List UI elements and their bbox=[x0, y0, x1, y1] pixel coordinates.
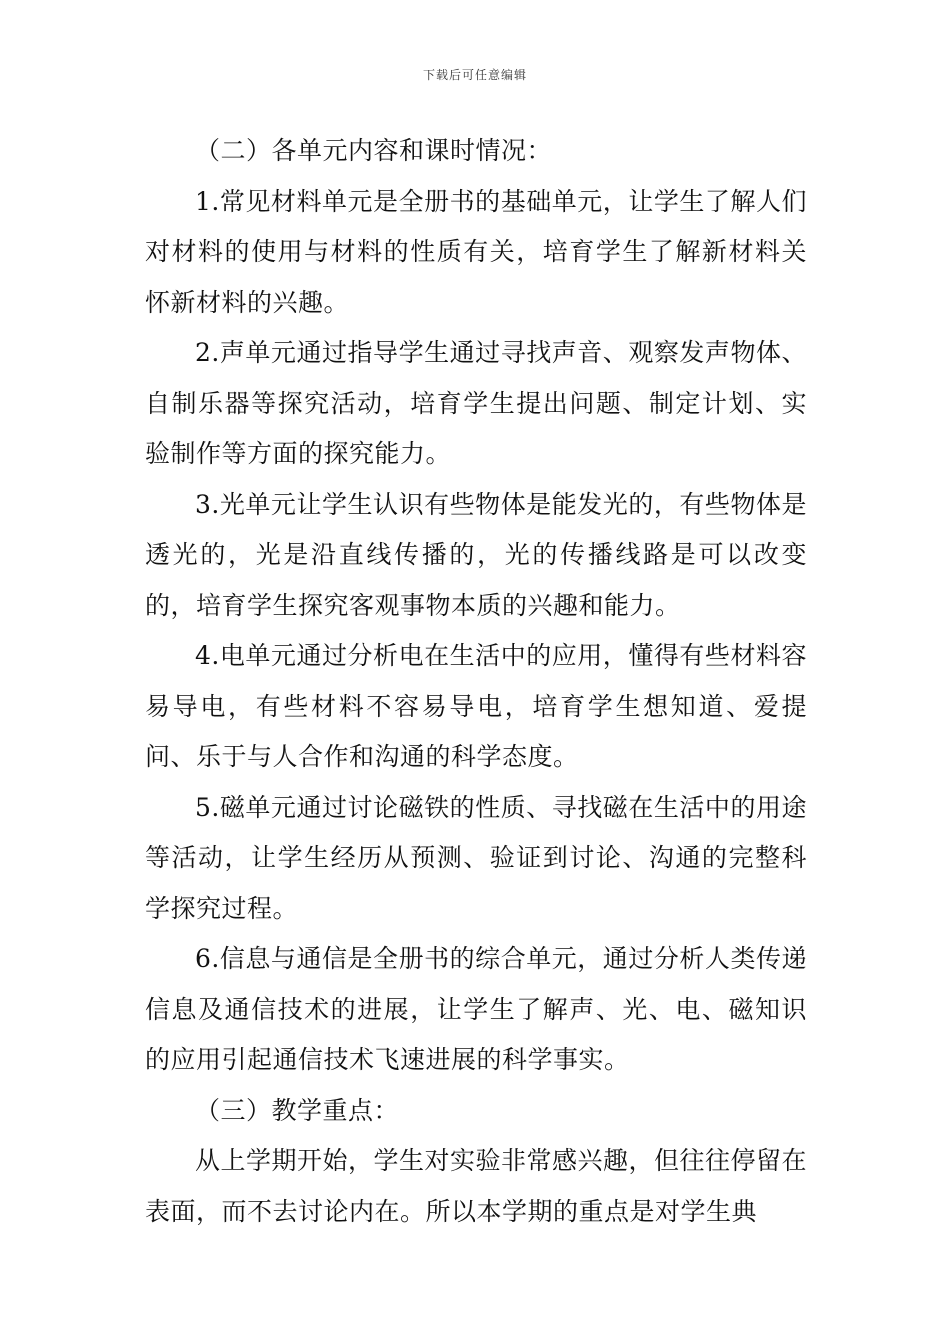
document-body bbox=[145, 126, 807, 1237]
paragraph-communication-unit: 6.信息与通信是全册书的综合单元，通过分析人类传递信息及通信技术的进展，让学生了解声、光、电、磁知识的应用引起通信技术飞速进展的科学事实。 bbox=[145, 944, 807, 1074]
paragraph-sound-unit: 2.声单元通过指导学生通过寻找声音、观察发声物体、自制乐器等探究活动，培育学生提出问题、制定计划、实验制作等方面的探究能力。 bbox=[145, 338, 807, 468]
paragraph-electricity-unit: 4.电单元通过分析电在生活中的应用，懂得有些材料容易导电，有些材料不容易导电，培育学生想知道、爱提问、乐于与人合作和沟通的科学态度。 bbox=[145, 641, 807, 771]
paragraph-materials-unit: 1.常见材料单元是全册书的基础单元，让学生了解人们对材料的使用与材料的性质有关，培育学生了解新材料关怀新材料的兴趣。 bbox=[145, 186, 807, 317]
section-heading-teaching-focus: （三）教学重点： bbox=[195, 1095, 400, 1125]
section-heading-units: （二）各单元内容和课时情况： bbox=[195, 136, 553, 165]
paragraph-light-unit: 3.光单元让学生认识有些物体是能发光的，有些物体是透光的，光是沿直线传播的，光的传播线路是可以改变的，培育学生探究客观事物本质的兴趣和能力。 bbox=[145, 489, 807, 620]
paragraph-teaching-focus: 从上学期开始，学生对实验非常感兴趣，但往往停留在表面，而不去讨论内在。所以本学期的重点是对学生典 bbox=[145, 1146, 808, 1226]
page-header: 下载后可任意编辑 bbox=[422, 68, 527, 82]
paragraph-magnet-unit: 5.磁单元通过讨论磁铁的性质、寻找磁在生活中的用途等活动，让学生经历从预测、验证到讨论、沟通的完整科学探究过程。 bbox=[145, 792, 807, 923]
